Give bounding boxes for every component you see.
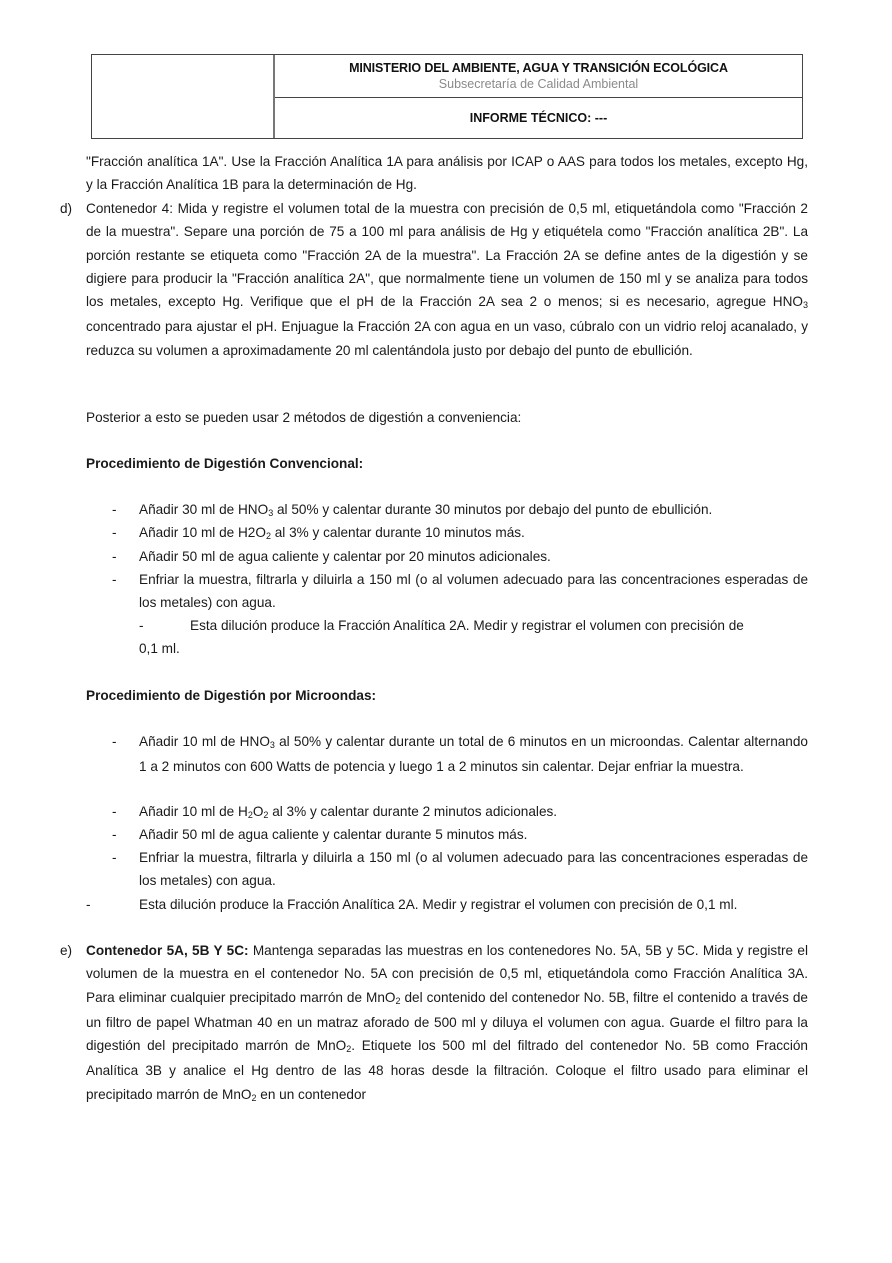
bullet-dash: - [112,549,117,564]
step-text: Añadir 10 ml de H [139,804,248,819]
bullet-dash: - [139,618,144,633]
microwave-heading: Procedimiento de Digestión por Microondas: [86,688,377,703]
item-e-lead: Contenedor 5A, 5B Y 5C: [86,943,249,958]
item-d-text-cont: concentrado para ajustar el pH. Enjuague la Fracción 2A con agua en un vaso, cúbralo con un vidrio reloj acanalado, y reduzca su volumen a aproximadamente 20 ml calentándola justo por debajo del punto de ebullición. [86,319,808,358]
subsecretaria-name: Subsecretaría de Calidad Ambiental [438,77,639,91]
bullet-dash: - [86,897,91,912]
item-d-text: Contenedor 4: Mida y registre el volumen total de la muestra con precisión de 0,5 ml, etiquetándola como "Fracción 2 de la muestra". Separe una porción de 75 a 100 ml para análisis de Hg y etiquétela como "Fracción analítica 2B". La porción restante se etiqueta como "Fracción 2A de la muestra". La Fracción 2A se define antes de la digestión y se digiere para producir la "Fracción analítica 2A", que normalmente tiene un volumen de 150 ml y se analiza para todos los metales, excepto Hg. Verifique que el pH de la Fracción 2A sea 2 o menos; si es necesario, agregue HNO [86,201,808,310]
item-e-text: . Etiquete los 500 ml del filtrado del contenedor No. 5B como Fracción Analítica 3B y analice el Hg dentro de las 48 horas desde la filtración. Coloque el filtro usado para eliminar el precipitado marrón de MnO [86,1038,808,1102]
item-e-label: e) [60,943,73,958]
item-e-paragraph [86,939,808,1108]
microwave-step-5: Esta dilución produce la Fracción Analítica 2A. Medir y registrar el volumen con precisión de 0,1 ml. [139,897,738,912]
subscript: 3 [268,508,274,518]
bullet-dash: - [112,804,117,819]
subscript: 3 [802,300,808,311]
step-text: al 3% y calentar durante 2 minutos adicionales. [268,804,558,819]
subscript: 3 [269,740,275,750]
bullet-dash: - [112,502,117,517]
subscript: 2 [251,1092,257,1103]
conventional-step-1 [139,498,808,523]
step-text: al 3% y calentar durante 10 minutos más. [270,525,525,540]
continuation-paragraph: "Fracción analítica 1A". Use la Fracción Analítica 1A para análisis por ICAP o AAS para todos los metales, excepto Hg, y la Fracción Analítica 1B para la determinación de Hg. [86,154,808,193]
item-e-text: Mantenga separadas las muestras en los contenedores No. 5A, 5B y 5C. Mida y registre el volumen de la muestra en el contenedor No. 5A con precisión de 0,5 ml, etiquetándola como Fracción Analítica 3A. Para eliminar cualquier precipitado marrón de MnO [86,943,808,1005]
conventional-step-2 [139,521,808,546]
step-text: O [252,804,264,819]
item-e-text: en un contenedor [256,1086,367,1102]
step-text: al 50% y calentar durante 30 minutos por debajo del punto de ebullición. [273,502,713,517]
bullet-dash: - [112,850,117,865]
microwave-step-4: Enfriar la muestra, filtrarla y diluirla a 150 ml (o al volumen adecuado para las concentraciones esperadas de los metales) con agua. [139,850,808,889]
microwave-step-3: Añadir 50 ml de agua caliente y calentar durante 5 minutos más. [139,827,528,842]
step-text: Añadir 30 ml de HNO [139,502,269,517]
item-d-paragraph [86,197,808,362]
conventional-step-5-cont: 0,1 ml. [139,641,180,656]
microwave-step-1 [139,730,808,779]
subscript: 2 [247,810,253,820]
methods-intro: Posterior a esto se pueden usar 2 métodos de digestión a conveniencia: [86,410,522,425]
step-text: Añadir 10 ml de HNO [139,734,270,749]
subscript: 2 [395,995,401,1006]
header-institution [275,55,802,98]
item-d-label: d) [60,201,73,216]
bullet-dash: - [112,572,117,587]
conventional-step-3: Añadir 50 ml de agua caliente y calentar por 20 minutos adicionales. [139,549,551,564]
step-text: Añadir 10 ml de H2O [139,525,266,540]
microwave-step-2 [139,800,808,825]
step-text: al 50% y calentar durante un total de 6 minutos en un microondas. Calentar alternando 1 a 2 minutos con 600 Watts de potencia y luego 1 a 2 minutos sin calentar. Dejar enfriar la muestra. [139,734,808,775]
conventional-heading: Procedimiento de Digestión Convencional: [86,456,364,471]
conventional-step-4: Enfriar la muestra, filtrarla y diluirla a 150 ml (o al volumen adecuado para las concentraciones esperadas de los metales) con agua. [139,572,808,611]
subscript: 2 [265,531,271,541]
header-info-cell [275,55,802,138]
bullet-dash: - [112,827,117,842]
ministry-name: MINISTERIO DEL AMBIENTE, AGUA Y TRANSICIÓN ECOLÓGICA [349,61,728,75]
subscript: 2 [346,1044,352,1055]
conventional-step-5: Esta dilución produce la Fracción Analítica 2A. Medir y registrar el volumen con precisión de [190,618,744,633]
subscript: 2 [263,810,269,820]
item-e-text: del contenido del contenedor No. 5B, filtre el contenido a través de un filtro de papel Whatman 40 en un matraz aforado de 500 ml y diluya el volumen con agua. Guarde el filtro para la digestión del precipitado marrón de MnO [86,989,808,1054]
bullet-dash: - [112,734,117,749]
document-header-table [91,54,803,139]
bullet-dash: - [112,525,117,540]
report-title: INFORME TÉCNICO: --- [469,111,608,125]
logo-cell [92,55,275,138]
